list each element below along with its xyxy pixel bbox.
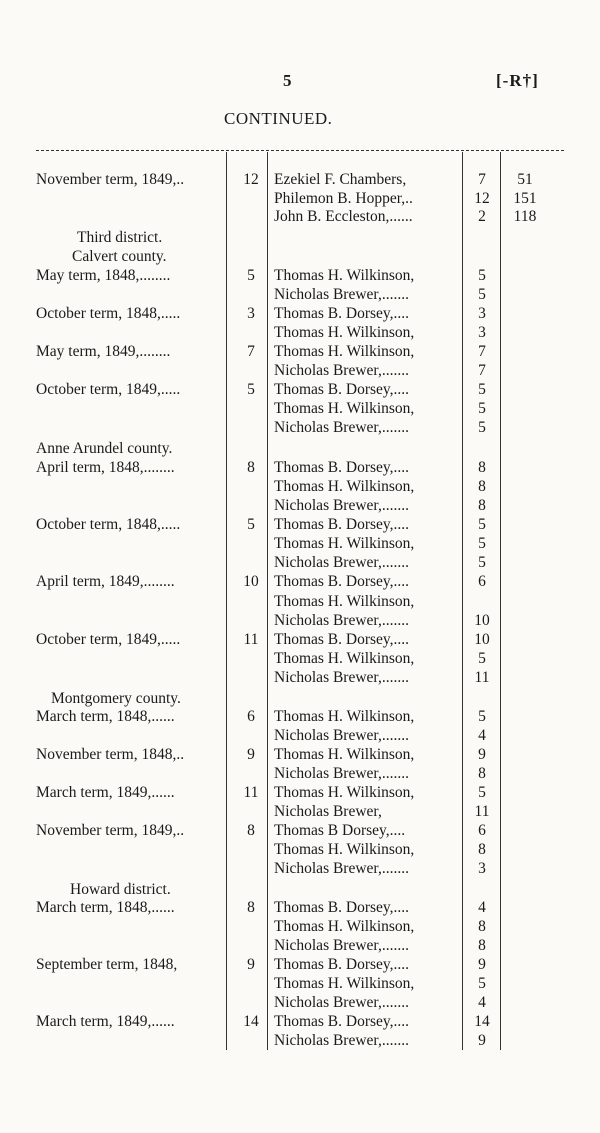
term-label: October term, 1849,..... [36,631,181,648]
votes-count: 5 [478,650,486,667]
votes-count: 9 [478,746,486,763]
judge-name: Thomas B. Dorsey,.... [274,305,410,322]
judge-name: Thomas H. Wilkinson, [274,267,415,284]
term-label: March term, 1848,...... [36,708,175,725]
judge-name: Thomas B. Dorsey,.... [274,459,410,476]
judge-name: Thomas B. Dorsey,.... [274,631,410,648]
judge-name: Nicholas Brewer,....... [274,362,409,379]
judge-name: Nicholas Brewer,....... [274,994,409,1011]
judge-name: Nicholas Brewer,....... [274,860,409,877]
total-votes: 118 [513,208,537,225]
votes-count: 5 [478,419,486,436]
votes-count: 5 [478,554,486,571]
votes-count: 14 [474,1013,490,1030]
judge-name: Thomas B. Dorsey,.... [274,1013,410,1030]
votes-count: 10 [474,631,490,648]
judge-name: Thomas H. Wilkinson, [274,975,415,992]
term-label: March term, 1849,...... [36,784,175,801]
votes-count: 11 [474,669,490,686]
judge-name: Thomas H. Wilkinson, [274,343,415,360]
judge-name: Thomas H. Wilkinson, [274,708,415,725]
votes-count: 5 [478,286,486,303]
judges-count: 3 [247,305,255,322]
votes-count: 3 [478,860,486,877]
page-heading: CONTINUED. [224,109,333,128]
votes-count: 10 [474,612,490,629]
term-label: April term, 1849,........ [36,573,175,590]
judge-name: Philemon B. Hopper,.. [274,190,413,207]
judges-count: 9 [247,956,255,973]
total-votes: 151 [513,190,537,207]
judge-name: Thomas B. Dorsey,.... [274,573,410,590]
votes-count: 5 [478,535,486,552]
section-heading: Calvert county. [72,248,167,265]
column-divider-count-left [226,152,227,1050]
votes-count: 6 [478,573,486,590]
judge-name: Thomas H. Wilkinson, [274,535,415,552]
signature-mark: [-R†] [496,71,539,90]
judge-name: Ezekiel F. Chambers, [274,171,407,188]
judge-name: Nicholas Brewer,....... [274,1032,409,1049]
judge-name: Nicholas Brewer,....... [274,612,409,629]
judge-name: Thomas H. Wilkinson, [274,918,415,935]
votes-count: 4 [478,727,486,744]
votes-count: 9 [478,1032,486,1049]
judge-name: Thomas H. Wilkinson, [274,650,415,667]
section-heading: Third district. [77,229,163,246]
judge-name: Thomas B. Dorsey,.... [274,899,410,916]
section-heading: Howard district. [70,881,171,898]
judge-name: Thomas B. Dorsey,.... [274,956,410,973]
judges-count: 9 [247,746,255,763]
votes-count: 8 [478,478,486,495]
judges-count: 10 [243,573,259,590]
judge-name: Thomas H. Wilkinson, [274,400,415,417]
judge-name: Nicholas Brewer,....... [274,727,409,744]
term-label: November term, 1849,.. [36,171,185,188]
term-label: November term, 1848,.. [36,746,185,763]
votes-count: 5 [478,784,486,801]
judge-name: Nicholas Brewer,....... [274,286,409,303]
judges-count: 8 [247,822,255,839]
votes-count: 5 [478,975,486,992]
judges-count: 11 [243,784,259,801]
judge-name: Nicholas Brewer,....... [274,497,409,514]
votes-count: 4 [478,899,486,916]
judges-count: 14 [243,1013,259,1030]
votes-count: 3 [478,305,486,322]
judges-count: 6 [247,708,255,725]
term-label: October term, 1848,..... [36,305,181,322]
judges-count: 7 [247,343,255,360]
votes-count: 11 [474,803,490,820]
judge-name: Nicholas Brewer,....... [274,554,409,571]
judge-name: Thomas B. Dorsey,.... [274,381,410,398]
judge-name: Nicholas Brewer, [274,803,382,820]
votes-count: 5 [478,381,486,398]
judges-count: 5 [247,267,255,284]
judge-name: Nicholas Brewer,....... [274,419,409,436]
judge-name: Nicholas Brewer,....... [274,937,409,954]
term-label: October term, 1848,..... [36,516,181,533]
votes-count: 5 [478,516,486,533]
votes-count: 3 [478,324,486,341]
judge-name: John B. Eccleston,...... [274,208,413,225]
term-label: November term, 1849,.. [36,822,185,839]
votes-count: 8 [478,841,486,858]
judge-name: Thomas H. Wilkinson, [274,478,415,495]
term-label: March term, 1849,...... [36,1013,175,1030]
judge-name: Thomas H. Wilkinson, [274,841,415,858]
judge-name: Thomas H. Wilkinson, [274,746,415,763]
votes-count: 8 [478,937,486,954]
votes-count: 8 [478,497,486,514]
votes-count: 7 [478,171,486,188]
term-label: October term, 1849,..... [36,381,181,398]
term-label: September term, 1848, [36,956,178,973]
votes-count: 2 [478,208,486,225]
judge-name: Thomas H. Wilkinson, [274,593,415,610]
votes-count: 12 [474,190,490,207]
term-label: March term, 1848,...... [36,899,175,916]
term-label: May term, 1848,........ [36,267,171,284]
judge-name: Thomas B. Dorsey,.... [274,516,410,533]
section-heading: Anne Arundel county. [36,440,173,457]
votes-count: 8 [478,918,486,935]
judge-name: Thomas B Dorsey,.... [274,822,406,839]
judges-count: 11 [243,631,259,648]
term-label: April term, 1848,........ [36,459,175,476]
votes-count: 5 [478,400,486,417]
votes-count: 8 [478,765,486,782]
votes-count: 5 [478,267,486,284]
votes-count: 8 [478,459,486,476]
votes-count: 5 [478,708,486,725]
judge-name: Thomas H. Wilkinson, [274,784,415,801]
votes-count: 9 [478,956,486,973]
header-rule [36,150,564,151]
votes-count: 4 [478,994,486,1011]
section-heading: Montgomery county. [51,690,181,707]
votes-count: 6 [478,822,486,839]
page-number: 5 [283,71,292,90]
judges-count: 12 [243,171,259,188]
judges-count: 5 [247,381,255,398]
votes-count: 7 [478,343,486,360]
votes-count: 7 [478,362,486,379]
judges-count: 8 [247,899,255,916]
judge-name: Nicholas Brewer,....... [274,765,409,782]
term-label: May term, 1849,........ [36,343,171,360]
judge-name: Thomas H. Wilkinson, [274,324,415,341]
judges-count: 5 [247,516,255,533]
total-votes: 51 [517,171,533,188]
judges-count: 8 [247,459,255,476]
judge-name: Nicholas Brewer,....... [274,669,409,686]
